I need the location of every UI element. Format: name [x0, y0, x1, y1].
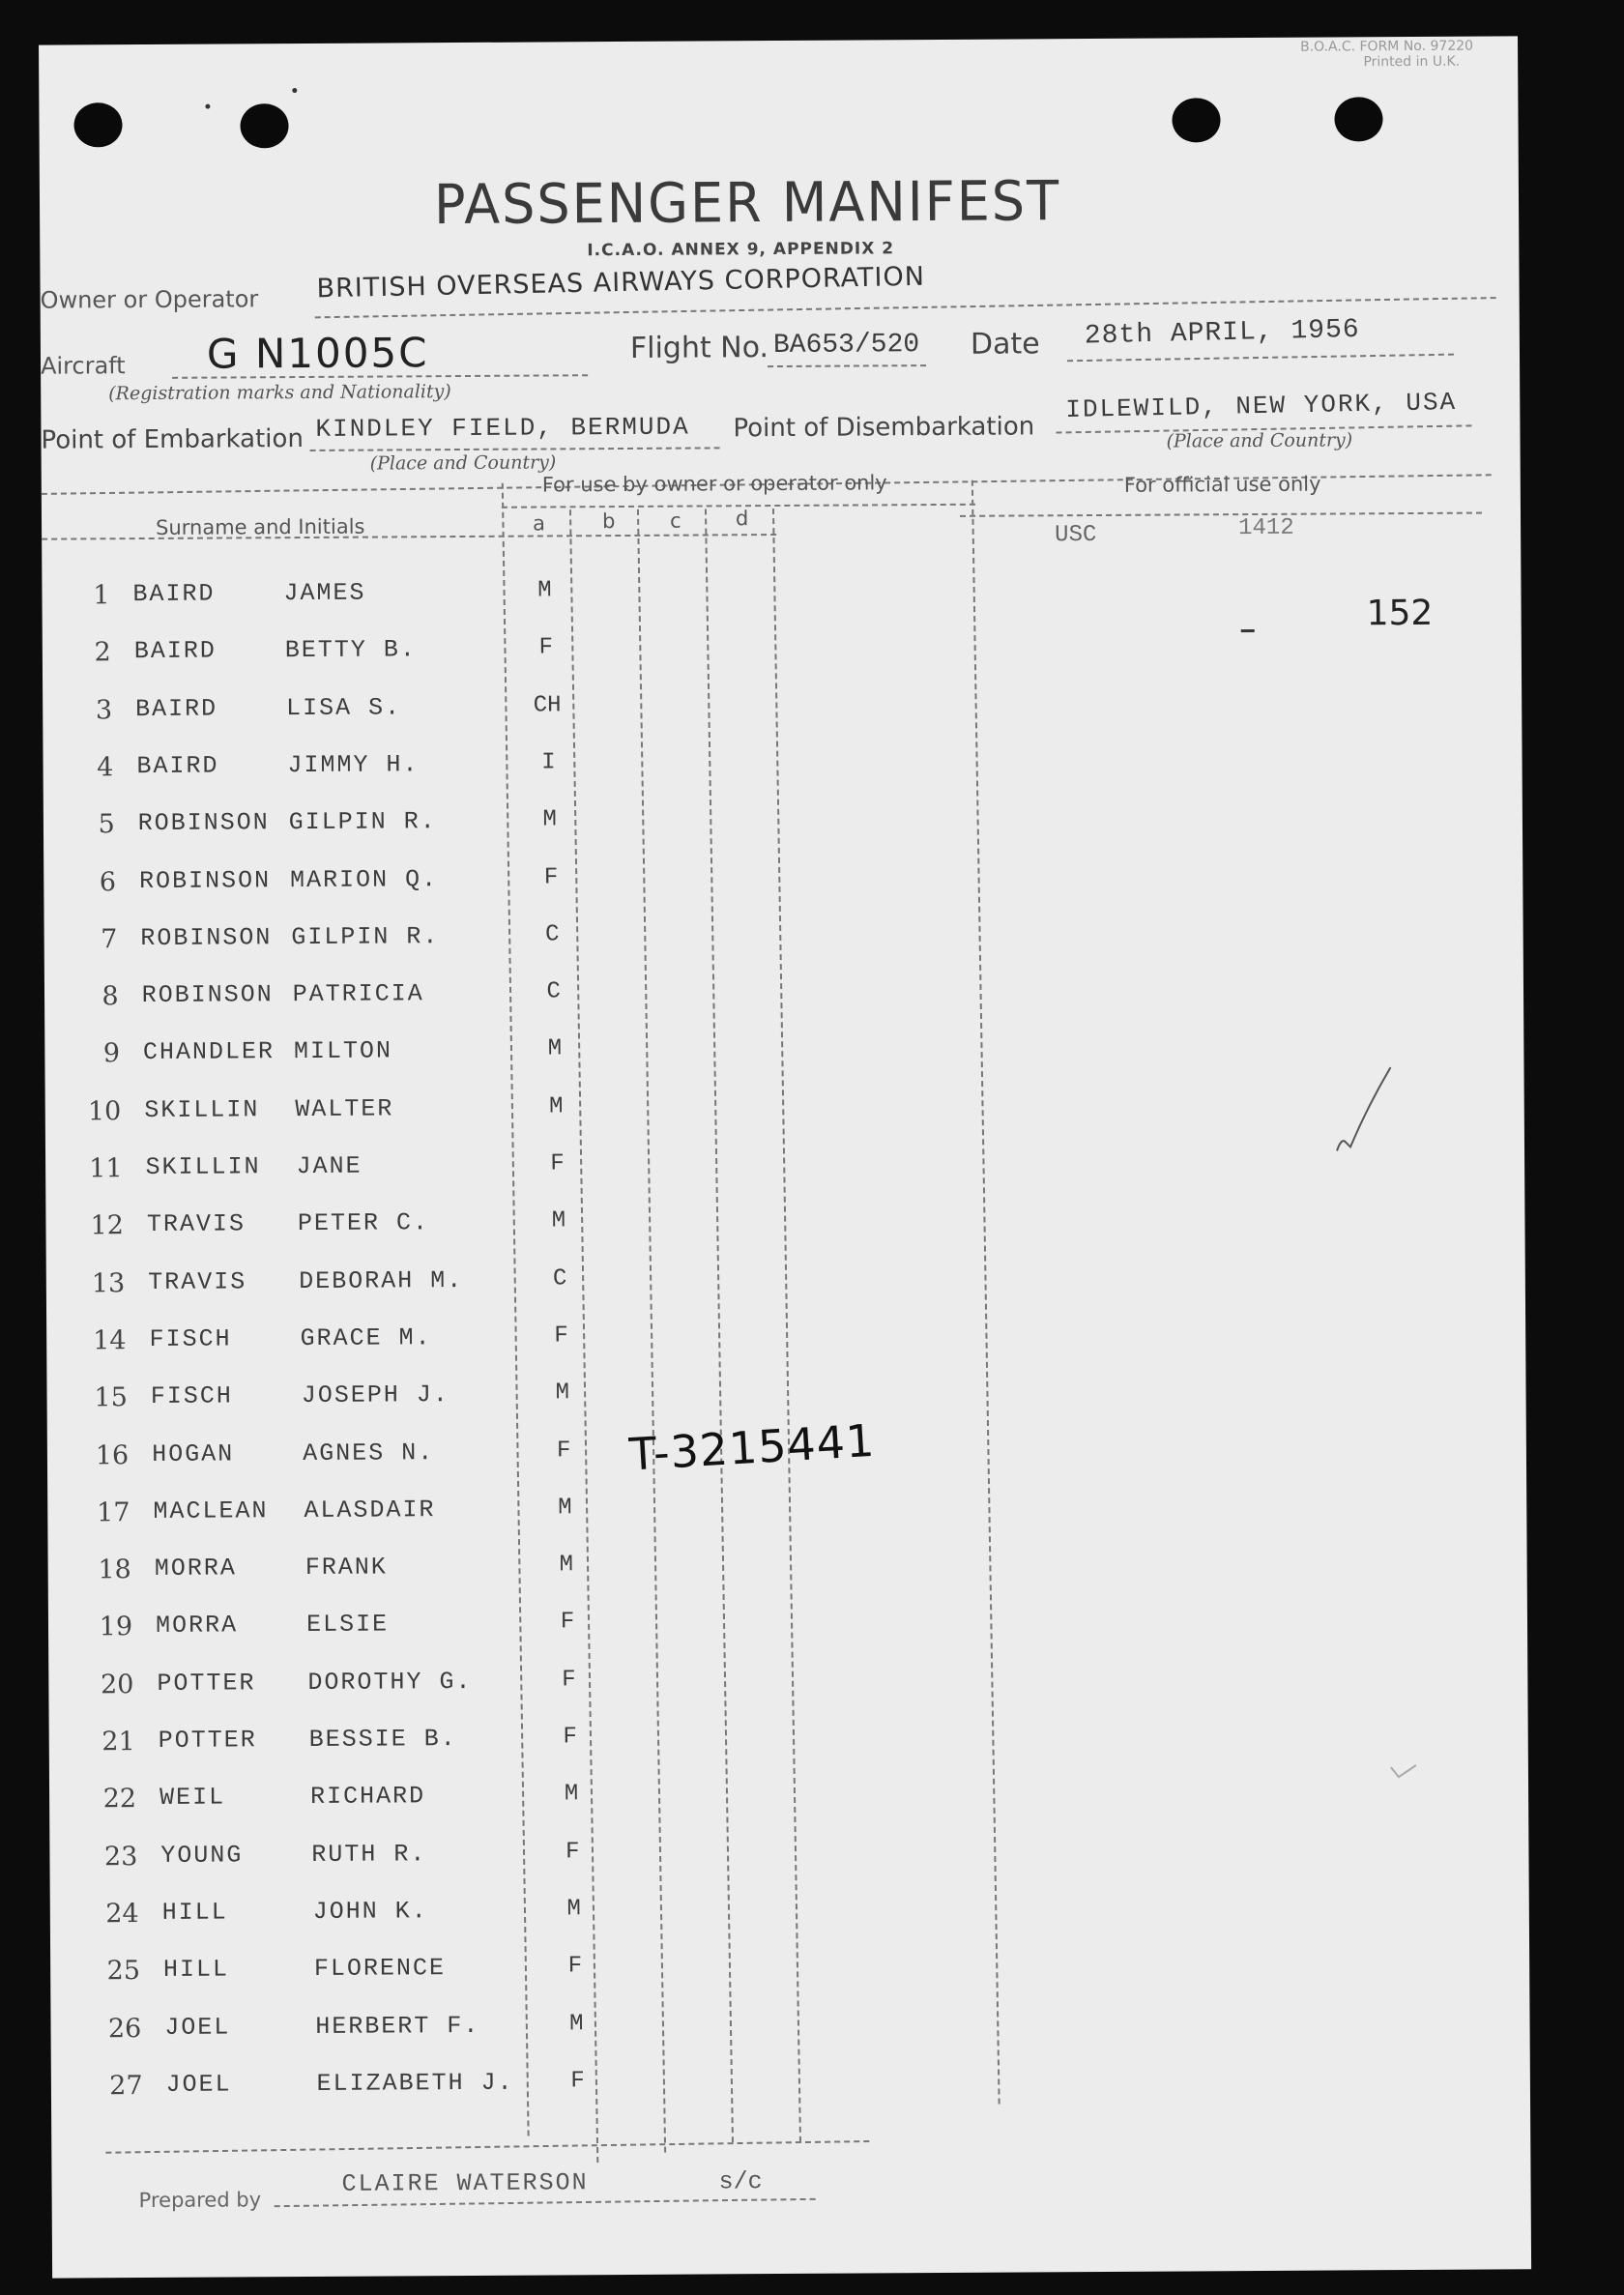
given-name-cell: GRACE M. [300, 1323, 432, 1352]
header-bottom-rule [42, 534, 776, 540]
surname-cell: CHANDLER [142, 1037, 276, 1067]
category-cell: M [551, 1207, 566, 1235]
manifest-sheet [39, 36, 1531, 2278]
row-number: 11 [89, 1153, 123, 1184]
row-number: 5 [98, 809, 115, 840]
row-number: 23 [103, 1841, 138, 1872]
category-cell: M [564, 1781, 579, 1808]
category-cell: M [537, 577, 552, 604]
prepared-role: s/c [718, 2167, 763, 2196]
row-number: 15 [94, 1382, 128, 1413]
given-name-cell: MILTON [293, 1036, 393, 1066]
row-number: 13 [91, 1267, 126, 1298]
table-row [44, 686, 1523, 749]
owner-value: BRITISH OVERSEAS AIRWAYS CORPORATION [316, 261, 926, 305]
category-cell: M [559, 1552, 574, 1579]
table-row [62, 1489, 1541, 1552]
given-name-cell: PATRICIA [292, 979, 424, 1009]
embark-value: KINDLEY FIELD, BERMUDA [315, 412, 690, 444]
table-row [45, 743, 1524, 806]
row-number: 19 [99, 1612, 133, 1642]
given-name-cell: ELSIE [306, 1610, 390, 1640]
given-name-cell: JOSEPH J. [301, 1380, 450, 1410]
surname-cell: JOEL [164, 2013, 231, 2042]
given-name-cell: JOHN K. [312, 1897, 428, 1926]
row-number: 17 [97, 1496, 130, 1528]
embark-underline [310, 447, 720, 451]
category-cell: C [546, 978, 561, 1005]
given-name-cell: MARION Q. [289, 864, 439, 894]
category-cell: F [562, 1666, 576, 1694]
prepared-label: Prepared by [138, 2188, 262, 2213]
category-cell: F [560, 1609, 575, 1636]
row-number: 16 [95, 1439, 130, 1470]
given-name-cell: BETTY B. [284, 635, 417, 665]
table-row [65, 1604, 1544, 1667]
category-cell: F [550, 1150, 565, 1177]
table-row [58, 1317, 1537, 1380]
category-cell: M [555, 1380, 570, 1407]
aircraft-label: Aircraft [40, 352, 126, 380]
row-number: 7 [101, 923, 118, 955]
table-row [73, 2005, 1552, 2068]
form-code: B.O.A.C. FORM No. 97220 [1300, 38, 1474, 55]
row-number: 14 [93, 1325, 127, 1356]
surname-cell: FISCH [150, 1381, 233, 1411]
surname-cell: MORRA [156, 1611, 239, 1641]
surname-cell: MACLEAN [153, 1496, 269, 1525]
table-row [56, 1203, 1535, 1265]
row-number: 26 [107, 2013, 142, 2044]
prepared-underline [275, 2198, 816, 2207]
surname-cell: YOUNG [160, 1841, 244, 1870]
table-row [68, 1718, 1547, 1781]
official-usc: USC [1055, 521, 1097, 549]
row-number: 18 [98, 1554, 131, 1585]
table-row [75, 2062, 1554, 2125]
date-value: 28th APRIL, 1956 [1084, 314, 1361, 352]
row-number: 12 [90, 1210, 125, 1241]
category-cell: F [543, 863, 559, 890]
subcol-b: b [601, 509, 616, 534]
table-row [48, 858, 1527, 921]
flight-label: Flight No. [629, 331, 769, 365]
table-row [72, 1947, 1552, 2010]
page-title: PASSENGER MANIFEST [433, 168, 1061, 237]
category-cell: F [556, 1437, 571, 1464]
given-name-cell: FLORENCE [313, 1954, 447, 1984]
row-number: 1 [93, 580, 110, 611]
disembark-label: Point of Disembarkation [733, 412, 1035, 444]
given-name-cell: DOROTHY G. [307, 1667, 473, 1697]
given-name-cell: ALASDAIR [304, 1495, 436, 1525]
given-name-cell: PETER C. [297, 1208, 430, 1238]
printed-in: Printed in U.K. [1363, 53, 1461, 71]
category-cell: I [541, 749, 556, 776]
subcol-a: a [532, 511, 545, 536]
table-row [42, 571, 1521, 634]
row-number: 20 [100, 1669, 134, 1700]
table-bottom-rule [105, 2140, 869, 2154]
category-cell: M [558, 1495, 572, 1522]
table-row [66, 1661, 1545, 1724]
category-cell: F [570, 2068, 585, 2095]
given-name-cell: GILPIN R. [288, 807, 437, 837]
surname-cell: TRAVIS [148, 1266, 247, 1296]
row-number: 27 [109, 2070, 143, 2102]
table-row [70, 1833, 1549, 1896]
embark-label: Point of Embarkation [41, 424, 304, 455]
table-row [55, 1145, 1534, 1207]
row-number: 25 [106, 1956, 141, 1987]
speck [292, 88, 297, 93]
category-cell: F [563, 1724, 578, 1751]
given-name-cell: FRANK [304, 1553, 388, 1583]
given-name-cell: GILPIN R. [291, 921, 440, 951]
given-name-cell: DEBORAH M. [299, 1265, 464, 1295]
date-underline [1067, 354, 1454, 363]
table-row [47, 800, 1526, 863]
handwritten-number: T-3215441 [627, 1413, 877, 1481]
table-row [51, 973, 1530, 1035]
aircraft-value: G N1005C [206, 329, 429, 378]
official-code: 1412 [1238, 514, 1294, 542]
surname-cell: POTTER [158, 1726, 257, 1755]
given-name-cell: JAMES [283, 578, 366, 608]
date-label: Date [970, 327, 1040, 362]
category-cell: F [567, 1953, 583, 1980]
category-cell: M [542, 806, 558, 833]
category-cell: C [545, 921, 560, 948]
given-name-cell: AGNES N. [303, 1438, 435, 1467]
table-row [52, 1031, 1531, 1093]
col-owner-use-header: For use by owner or operator only [541, 471, 887, 497]
category-cell: CH [533, 691, 562, 719]
table-row [53, 1088, 1532, 1150]
category-cell: F [554, 1322, 568, 1350]
category-cell: C [552, 1264, 567, 1293]
category-cell: M [566, 1896, 581, 1923]
official-subheader-rule [960, 512, 1482, 517]
surname-cell: BAIRD [133, 636, 217, 666]
given-name-cell: RUTH R. [311, 1839, 427, 1869]
col-surname-header: Surname and Initials [155, 514, 365, 539]
flight-value: BA653/520 [772, 330, 920, 362]
category-cell: F [538, 634, 554, 661]
official-number: 152 [1366, 593, 1434, 634]
category-cell: M [568, 2010, 584, 2037]
surname-cell: BAIRD [135, 694, 218, 723]
punch-hole-right-1 [1172, 98, 1220, 142]
row-number: 9 [102, 1038, 121, 1069]
punch-hole-left-2 [240, 103, 288, 148]
surname-cell: FISCH [149, 1324, 232, 1353]
embark-note: (Place and Country) [369, 451, 557, 475]
disembark-value: IDLEWILD, NEW YORK, USA [1065, 387, 1458, 425]
row-number: 22 [102, 1784, 137, 1815]
surname-cell: BAIRD [132, 579, 216, 609]
given-name-cell: JANE [296, 1151, 362, 1181]
page-subtitle: I.C.A.O. ANNEX 9, APPENDIX 2 [587, 239, 895, 261]
given-name-cell: WALTER [295, 1094, 394, 1123]
surname-cell: TRAVIS [146, 1209, 246, 1239]
table-row [72, 1890, 1551, 1953]
speck [205, 104, 210, 109]
given-name-cell: ELIZABETH J. [316, 2068, 514, 2098]
row-number: 24 [105, 1898, 139, 1930]
subcol-d: d [735, 507, 749, 531]
table-row [49, 915, 1528, 978]
surname-cell: SKILLIN [145, 1152, 261, 1182]
surname-cell: SKILLIN [144, 1094, 260, 1124]
surname-cell: HILL [161, 1898, 228, 1927]
table-row [44, 629, 1522, 692]
category-cell: M [548, 1093, 564, 1120]
given-name-cell: HERBERT F. [315, 2011, 480, 2041]
surname-cell: POTTER [157, 1669, 256, 1698]
row-number: 6 [99, 866, 117, 897]
surname-cell: ROBINSON [138, 865, 272, 895]
col-official-use-header: For official use only [1123, 472, 1321, 497]
prepared-value: CLAIRE WATERSON [341, 2168, 589, 2198]
row-number: 21 [102, 1727, 135, 1758]
row-number: 10 [87, 1095, 122, 1127]
surname-cell: ROBINSON [141, 980, 274, 1010]
flight-underline [768, 364, 926, 367]
row-number: 2 [94, 637, 111, 668]
row-number: 3 [95, 694, 113, 725]
given-name-cell: RICHARD [309, 1782, 426, 1812]
punch-hole-left-1 [73, 102, 122, 147]
surname-cell: BAIRD [136, 751, 219, 780]
surname-cell: HILL [162, 1955, 230, 1985]
surname-cell: MORRA [154, 1554, 237, 1583]
category-cell: M [547, 1035, 563, 1062]
row-number: 8 [102, 981, 119, 1012]
given-name-cell: JIMMY H. [287, 750, 420, 780]
surname-cell: ROBINSON [140, 923, 273, 952]
table-row [57, 1260, 1536, 1322]
surname-cell: WEIL [159, 1783, 226, 1813]
given-name-cell: LISA S. [286, 692, 402, 722]
category-cell: F [566, 1838, 580, 1865]
table-row [64, 1546, 1543, 1609]
surname-cell: HOGAN [152, 1438, 235, 1468]
row-number: 4 [97, 752, 114, 783]
disembark-note: (Place and Country) [1166, 429, 1353, 452]
table-row [69, 1775, 1548, 1838]
aircraft-note: (Registration marks and Nationality) [108, 381, 451, 405]
subcol-c: c [669, 508, 682, 533]
punch-hole-right-2 [1334, 97, 1382, 141]
owner-label: Owner or Operator [40, 285, 259, 314]
surname-cell: ROBINSON [137, 808, 270, 838]
surname-cell: JOEL [165, 2070, 232, 2099]
given-name-cell: BESSIE B. [308, 1725, 457, 1754]
